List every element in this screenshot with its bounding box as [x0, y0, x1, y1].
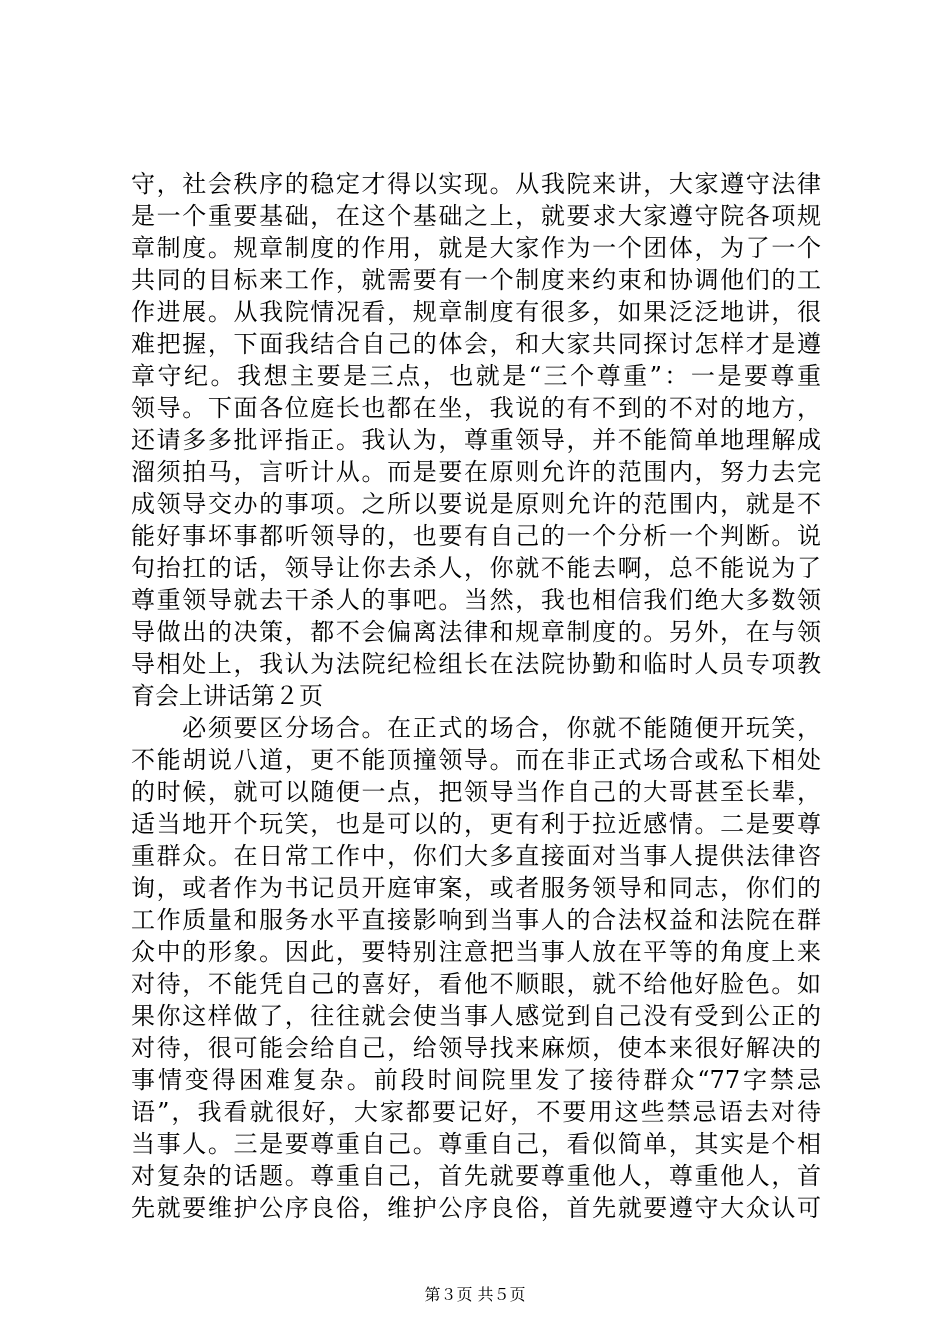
text-line: 语”，我看就很好，大家都要记好，不要用这些禁忌语去对待	[131, 1098, 821, 1126]
text-line: 共同的目标来工作，就需要有一个制度来约束和协调他们的工	[131, 266, 821, 294]
text-line: 对待，很可能会给自己，给领导找来麻烦，使本来很好解决的	[131, 1034, 821, 1062]
body-text	[131, 168, 821, 1224]
text-line: 适当地开个玩笑，也是可以的，更有利于拉近感情。二是要尊	[131, 810, 821, 838]
text-line: 工作质量和服务水平直接影响到当事人的合法权益和法院在群	[131, 906, 821, 934]
text-line: 必须要区分场合。在正式的场合，你就不能随便开玩笑，	[131, 714, 821, 742]
text-line: 能好事坏事都听领导的，也要有自己的一个分析一个判断。说	[131, 522, 821, 550]
text-line: 当事人。三是要尊重自己。尊重自己，看似简单，其实是个相	[131, 1130, 821, 1158]
text-line: 作进展。从我院情况看，规章制度有很多，如果泛泛地讲，很	[131, 298, 821, 326]
text-line: 难把握，下面我结合自己的体会，和大家共同探讨怎样才是遵	[131, 330, 821, 358]
text-line: 是一个重要基础，在这个基础之上，就要求大家遵守院各项规	[131, 202, 821, 230]
text-line: 先就要维护公序良俗，维护公序良俗，首先就要遵守大众认可	[131, 1194, 821, 1222]
text-line: 导相处上，我认为法院纪检组长在法院协勤和临时人员专项教	[131, 650, 821, 678]
text-line: 重群众。在日常工作中，你们大多直接面对当事人提供法律咨	[131, 842, 821, 870]
text-line: 成领导交办的事项。之所以要说是原则允许的范围内，就是不	[131, 490, 821, 518]
text-line: 众中的形象。因此，要特别注意把当事人放在平等的角度上来	[131, 938, 821, 966]
text-line: 果你这样做了，往往就会使当事人感觉到自己没有受到公正的	[131, 1002, 821, 1030]
page-footer: 第３页 共５页	[424, 1285, 526, 1304]
text-line: 不能胡说八道，更不能顶撞领导。而在非正式场合或私下相处	[131, 746, 821, 774]
text-line: 的时候，就可以随便一点，把领导当作自己的大哥甚至长辈，	[131, 778, 821, 806]
text-line: 章守纪。我想主要是三点，也就是“三个尊重”：一是要尊重	[131, 362, 821, 390]
text-line: 尊重领导就去干杀人的事吧。当然，我也相信我们绝大多数领	[131, 586, 821, 614]
text-line: 育会上讲话第２页	[131, 682, 323, 710]
text-line: 还请多多批评指正。我认为，尊重领导，并不能简单地理解成	[131, 426, 821, 454]
text-line: 询，或者作为书记员开庭审案，或者服务领导和同志，你们的	[131, 874, 821, 902]
text-line: 句抬扛的话，领导让你去杀人，你就不能去啊，总不能说为了	[131, 554, 821, 582]
text-line: 事情变得困难复杂。前段时间院里发了接待群众“77字禁忌	[131, 1066, 821, 1094]
text-line: 对待，不能凭自己的喜好，看他不顺眼，就不给他好脸色。如	[131, 970, 821, 998]
text-line: 领导。下面各位庭长也都在坐，我说的有不到的不对的地方，	[131, 394, 821, 422]
text-line: 对复杂的话题。尊重自己，首先就要尊重他人，尊重他人，首	[131, 1162, 821, 1190]
text-line: 守，社会秩序的稳定才得以实现。从我院来讲，大家遵守法律	[131, 170, 821, 198]
text-line: 溜须拍马，言听计从。而是要在原则允许的范围内，努力去完	[131, 458, 821, 486]
text-line: 章制度。规章制度的作用，就是大家作为一个团体，为了一个	[131, 234, 821, 262]
text-line: 导做出的决策，都不会偏离法律和规章制度的。另外，在与领	[131, 618, 821, 646]
